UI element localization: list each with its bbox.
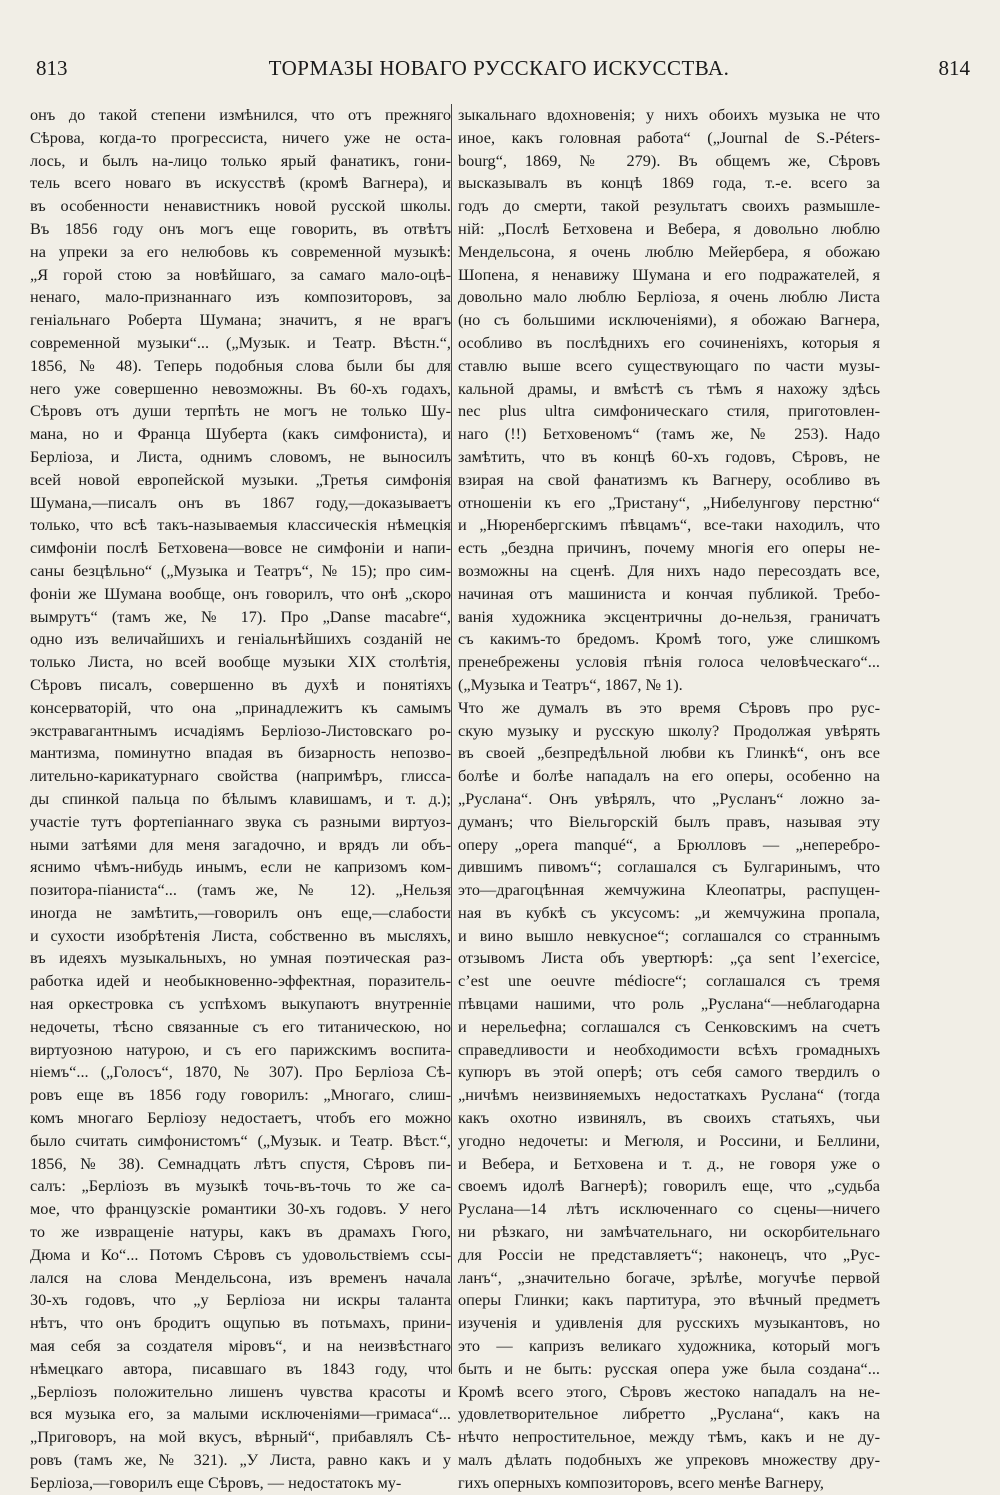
- text-line: дившимъ пивомъ“; соглашался съ Булгаринымъ, что: [458, 857, 880, 877]
- text-line: него уже совершенно невозможны. Въ 60-хъ годахъ,: [30, 378, 451, 398]
- text-line: справедливости и необходимости всѣхъ громадныхъ: [458, 1039, 880, 1059]
- page-number-right: 814: [938, 56, 970, 80]
- text-line: Въ 1856 году онъ могъ еще говорить, въ отвѣтъ: [30, 218, 451, 238]
- text-line: малъ дѣлать подобныхъ же упрековъ множеству дру-: [458, 1450, 880, 1470]
- text-line: болѣе и болѣе нападалъ на его оперы, особенно на: [458, 766, 880, 786]
- text-line: участіе тутъ фортепіаннаго звука съ разными виртуоз-: [30, 811, 451, 831]
- text-line: иное, какъ головная работа“ („Journal de S.-Péters-: [458, 127, 880, 147]
- text-line: иногда не замѣтить,—говорилъ онъ еще,—слабости: [30, 902, 451, 922]
- text-line: ровъ (тамъ же, № 321). „У Листа, равно какъ и у: [30, 1450, 451, 1470]
- text-line: вся музыка его, за малыми исключеніями—гримаса“...: [30, 1404, 451, 1424]
- text-line: bourg“, 1869, № 279). Въ общемъ же, Сѣровъ: [458, 150, 880, 170]
- text-line: недочеты, тѣсно связанные съ его титаническою, но: [30, 1016, 451, 1036]
- text-line: думанъ; что Віельгорскій былъ правъ, называя эту: [458, 811, 880, 831]
- text-line: 1856, № 38). Семнадцать лѣтъ спустя, Сѣровъ пи-: [30, 1153, 451, 1173]
- text-line: 30-хъ годовъ, что „у Берліоза ни искры таланта: [30, 1290, 451, 1310]
- text-line: комъ многаго Берліозу недостаетъ, чтобъ его можно: [30, 1108, 451, 1128]
- running-title: ТОРМАЗЫ НОВАГО РУССКАГО ИСКУССТВА.: [268, 56, 730, 80]
- text-line: замѣтить, что въ концѣ 60-хъ годовъ, Сѣровъ, не: [458, 446, 880, 466]
- text-line: нѣмецкаго автора, писавшаго въ 1843 году, что: [30, 1358, 451, 1378]
- text-line: нѣчто непростительное, между тѣмъ, какъ и не ду-: [458, 1427, 880, 1447]
- text-line: онъ до такой степени измѣнился, что отъ прежняго: [30, 105, 451, 124]
- text-line: быть и не быть: русская опера уже была создана“...: [458, 1358, 880, 1378]
- text-line: и сухости изобрѣтенія Листа, собственно въ мысляхъ,: [30, 925, 451, 945]
- text-line: только, что всѣ такъ-называемыя классическія нѣмецкія: [30, 515, 451, 535]
- text-line: Сѣровъ писалъ, совершенно въ духѣ и понятіяхъ: [30, 674, 451, 694]
- text-line: 1856, № 48). Теперь подобныя слова были бы для: [30, 355, 451, 375]
- text-line: оперы Глинки; какъ партитура, это вѣчный предметъ: [458, 1290, 880, 1310]
- text-line: c’est une oeuvre médiocre“; соглашался съ тремя: [458, 971, 880, 991]
- column-divider: [451, 104, 452, 1374]
- text-line: купюръ въ этой оперѣ; отъ себя самого твердилъ о: [458, 1062, 880, 1082]
- text-line: есть „бездна причинъ, почему многія его оперы не-: [458, 538, 880, 558]
- text-line: ванія художника эксцентричны до-нельзя, граничатъ: [458, 606, 880, 626]
- text-line: вымрутъ“ (тамъ же, № 17). Про „Danse macabre“,: [30, 606, 451, 626]
- text-line: ная оркестровка съ успѣхомъ выкупаютъ внутренніе: [30, 994, 451, 1014]
- text-line: (но съ большими исключеніями), я обожаю Вагнера,: [458, 310, 880, 330]
- text-line: и „Нюренбергскимъ пѣвцамъ“, все-таки находилъ, что: [458, 515, 880, 535]
- text-line: виртуозною натурою, и съ его парижскимъ воспита-: [30, 1039, 451, 1059]
- text-line: лительно-карикатурнаго свойства (напримѣръ, глисса-: [30, 766, 451, 786]
- text-line: пренебрежены условія пѣнія голоса человѣческаго“...: [458, 652, 880, 672]
- text-line: довольно мало люблю Берліоза, я очень люблю Листа: [458, 287, 880, 307]
- text-line: ній: „Послѣ Бетховена и Вебера, я довольно люблю: [458, 218, 880, 238]
- text-line: въ особенности ненавистникъ новой русской школы.: [30, 196, 451, 216]
- text-line: Дюма и Ко“... Потомъ Сѣровъ съ удовольствіемъ ссы-: [30, 1244, 451, 1264]
- text-line: отношеніи къ его „Тристану“, „Нибелунгову перстню“: [458, 492, 880, 512]
- text-line: взирая на свой фанатизмъ къ Вагнеру, особливо въ: [458, 469, 880, 489]
- text-line: особливо въ послѣднихъ его сочиненіяхъ, которыя я: [458, 332, 880, 352]
- text-line: ровъ еще въ 1856 году говорилъ: „Многаго, слиш-: [30, 1085, 451, 1105]
- text-line: своемъ идолѣ Вагнерѣ); говорилъ еще, что „судьба: [458, 1176, 880, 1196]
- text-line: высказывалъ въ концѣ 1869 года, т.-е. всего за: [458, 173, 880, 193]
- text-line: яснимо чѣмъ-нибудь инымъ, если не капризомъ ком-: [30, 857, 451, 877]
- text-line: ненаго, мало-признаннаго изъ композиторовъ, за: [30, 287, 451, 307]
- text-line: Мендельсона, я очень люблю Мейербера, я обожаю: [458, 241, 880, 261]
- text-line: „ничѣмъ неизвиняемыхъ недостаткахъ Руслана“ (тогда: [458, 1085, 880, 1105]
- text-line: въ идеяхъ музыкальныхъ, но умная поэтическая раз-: [30, 948, 451, 968]
- text-line: угодно недочеты: и Мегюля, и Россини, и Беллини,: [458, 1130, 880, 1150]
- text-line: и вино вышло невкусное“; соглашался со страннымъ: [458, 925, 880, 945]
- text-line: мая себя за создателя міровъ“, и на неизвѣстнаго: [30, 1336, 451, 1356]
- text-line: было считать симфонистомъ“ („Музык. и Театр. Вѣст.“,: [30, 1130, 451, 1150]
- text-line: въ своей „безпредѣльной любви къ Глинкѣ“, онъ все: [458, 743, 880, 763]
- text-line: геніальнаго Роберта Шумана; значитъ, я не врагъ: [30, 310, 451, 330]
- text-line: съ какимъ-то бредомъ. Кромѣ того, уже слишкомъ: [458, 629, 880, 649]
- text-line: и Вебера, и Бетховена и т. д., не говоря уже о: [458, 1153, 880, 1173]
- text-line: („Музыка и Театръ“, 1867, № 1).: [458, 674, 683, 694]
- left-column: [30, 104, 451, 1495]
- text-line: начиная отъ машиниста и кончая публикой. Требо-: [458, 583, 880, 603]
- text-line: ная въ кубкѣ съ уксусомъ: „и жемчужина пропала,: [458, 902, 880, 922]
- text-line: лался на слова Мендельсона, изъ временъ начала: [30, 1267, 451, 1287]
- text-line: только Листа, но всей вообще музыки XIX столѣтія,: [30, 652, 451, 672]
- text-line: современной музыки“... („Музык. и Театр. Вѣстн.“,: [30, 332, 451, 352]
- text-line: консерваторій, что она „принадлежитъ къ самымъ: [30, 697, 451, 717]
- right-column: [458, 104, 880, 1495]
- text-line: мана, но и Франца Шуберта (какъ симфониста), и: [30, 424, 451, 444]
- text-line: Сѣровъ отъ души терпѣть не могъ не только Шу-: [30, 401, 451, 421]
- text-line: ставлю выше всего существующаго по части музы-: [458, 355, 880, 375]
- text-line: кальной драмы, и вмѣстѣ съ тѣмъ я нахожу здѣсь: [458, 378, 880, 398]
- text-line: nec plus ultra симфоническаго стиля, приготовлен-: [458, 401, 880, 421]
- text-line: Берліоза, и Листа, однимъ словомъ, не выносилъ: [30, 446, 451, 466]
- text-line: гихъ оперныхъ композиторовъ, всего менѣе Вагнеру,: [458, 1472, 824, 1492]
- text-line: наго (!!) Бетховеномъ“ (тамъ же, № 253). Надо: [458, 424, 880, 444]
- text-line: Сѣрова, когда-то прогрессиста, ничего уже не оста-: [30, 127, 451, 147]
- text-line: изученія и удивленія для русскихъ музыкантовъ, но: [458, 1313, 880, 1333]
- text-line: зыкальнаго вдохновенія; у нихъ обоихъ музыка не что: [458, 105, 880, 124]
- text-line: мантизма, поминутно впадая въ бизарность непозво-: [30, 743, 451, 763]
- text-line: то же извращеніе натуры, какъ въ драмахъ Гюго,: [30, 1222, 451, 1242]
- text-line: это—драгоцѣнная жемчужина Клеопатры, распущен-: [458, 880, 880, 900]
- text-line: мое, что французскіе романтики 30-хъ годовъ. У него: [30, 1199, 451, 1219]
- text-line: лось, и былъ на-лицо только ярый фанатикъ, гони-: [30, 150, 451, 170]
- text-line: Кромѣ всего этого, Сѣровъ жестоко нападалъ на не-: [458, 1381, 880, 1401]
- text-line: „Я горой стою за новѣйшаго, за самаго мало-оцѣ-: [30, 264, 451, 284]
- text-line: салъ: „Берліозъ въ музыкѣ точь-въ-точь то же са-: [30, 1176, 451, 1196]
- text-line: и нерельефна; соглашался съ Сенковскимъ на счетъ: [458, 1016, 880, 1036]
- text-line: „Берліозъ положительно лишенъ чувства красоты и: [30, 1381, 451, 1401]
- text-line: какъ охотно извинялъ, въ своихъ статьяхъ, чьи: [458, 1108, 880, 1128]
- text-line: удовлетворительное либретто „Руслана“, какъ на: [458, 1404, 880, 1424]
- text-line: ніемъ“... („Голосъ“, 1870, № 307). Про Берліоза Сѣ-: [30, 1062, 451, 1082]
- text-line: „Руслана“. Онъ увѣрялъ, что „Русланъ“ ложно за-: [458, 788, 880, 808]
- text-line: „Приговоръ, на мой вкусъ, вѣрный“, прибавлялъ Сѣ-: [30, 1427, 451, 1447]
- text-line: ланъ“, „значительно богаче, зрѣлѣе, могучѣе первой: [458, 1267, 880, 1287]
- text-line: Шумана,—писалъ онъ въ 1867 году,—доказываетъ: [30, 492, 451, 512]
- text-line: годъ до смерти, такой результатъ своихъ размышле-: [458, 196, 880, 216]
- text-line: работка идей и необыкновенно-эффектная, поразитель-: [30, 971, 451, 991]
- text-line: фоніи же Шумана вообще, онъ говорилъ, что онѣ „скоро: [30, 583, 451, 603]
- text-line: Берліоза,—говорилъ еще Сѣровъ, — недостатокъ му-: [30, 1472, 402, 1492]
- text-line: Руслана—14 лѣтъ исключеннаго со сцены—ничего: [458, 1199, 880, 1219]
- text-line: скую музыку и русскую школу? Продолжая увѣрять: [458, 720, 880, 740]
- text-line: позитора-піаниста“... (тамъ же, № 12). „Нельзя: [30, 880, 451, 900]
- text-line: ными затѣями для меня загадочно, и врядъ ли объ-: [30, 834, 451, 854]
- text-line: для Россіи не представляетъ“; наконецъ, что „Рус-: [458, 1244, 880, 1264]
- text-line: это — капризъ великаго художника, который могъ: [458, 1336, 880, 1356]
- text-line: ды спинкой пальца по бѣлымъ клавишамъ, и т. д.);: [30, 788, 451, 808]
- text-line: отзывомъ Листа объ увертюрѣ: „ça sent l’exercice,: [458, 948, 880, 968]
- text-line: симфоніи послѣ Бетховена—вовсе не симфоніи и напи-: [30, 538, 451, 558]
- text-line: всей новой европейской музыки. „Третья симфонія: [30, 469, 451, 489]
- text-line: оперу „opera manqué“, а Брюлловъ — „неперебро-: [458, 834, 880, 854]
- text-line: саны безцѣльно“ („Музыка и Театръ“, № 15); про сим-: [30, 560, 451, 580]
- text-line: ни рѣзкаго, ни замѣчательнаго, ни оскорбительнаго: [458, 1222, 880, 1242]
- text-line: тель всего новаго въ искусствѣ (кромѣ Вагнера), и: [30, 173, 451, 193]
- text-line: нѣтъ, что онъ бродитъ ощупью въ потьмахъ, прини-: [30, 1313, 451, 1333]
- page-number-left: 813: [36, 56, 68, 80]
- text-line: Шопена, я ненавижу Шумана и его подражателей, я: [458, 264, 880, 284]
- page-header: [28, 56, 970, 90]
- text-line: одно изъ величайшихъ и геніальнѣйшихъ созданій не: [30, 629, 451, 649]
- text-line: возможны на сценѣ. Для нихъ надо пересоздать все,: [458, 560, 880, 580]
- text-line: экстравагантнымъ исчадіямъ Берліозо-Листовскаго ро-: [30, 720, 451, 740]
- text-line: пѣвцами нашими, что роль „Руслана“—неблагодарна: [458, 994, 880, 1014]
- text-line: на упреки за его нелюбовь къ современной музыкѣ:: [30, 241, 451, 261]
- text-line: Что же думалъ въ это время Сѣровъ про рус-: [458, 697, 880, 717]
